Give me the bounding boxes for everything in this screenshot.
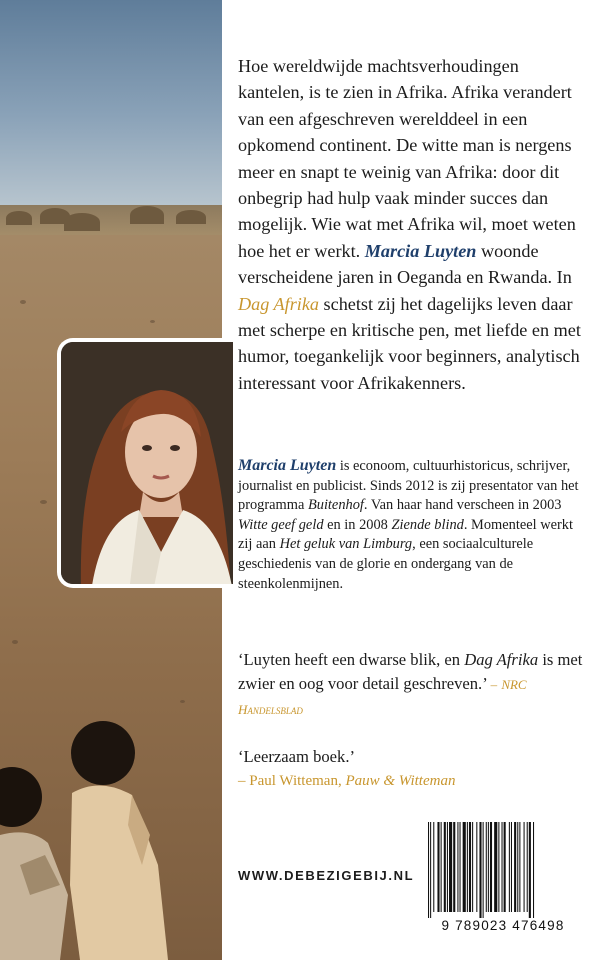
hut	[176, 210, 206, 224]
author-portrait-image	[61, 342, 233, 588]
author-portrait	[57, 338, 233, 588]
barcode-bar	[479, 822, 481, 918]
hut	[64, 213, 100, 231]
isbn-number: 9 789023 476498	[441, 918, 565, 933]
barcode-bar	[490, 822, 492, 912]
barcode-bar	[433, 822, 434, 912]
isbn-barcode	[424, 822, 582, 922]
bio-author-name: Marcia Luyten	[238, 457, 337, 474]
barcode-bar	[469, 822, 471, 912]
barcode-bar	[498, 822, 499, 912]
barcode-bar	[483, 822, 484, 918]
bio-text-3: en in 2008	[327, 516, 388, 533]
barcode-bar	[463, 822, 466, 912]
quote2-person: Paul Witteman,	[249, 773, 342, 789]
barcode-bar	[524, 822, 525, 912]
bio-book-3: Het geluk van Limburg	[279, 536, 413, 553]
blurb-intro: Hoe wereldwijde machtsverhoudingen kantelen, is te zien in Afrika. Afrika verandert van een afgeschreven werelddeel in een opkomend continent. De witte man is nergens meer en snapt te weinig van Afrika: door dit onbegrip had hulp vaak minder succes dan mogelijk. Wie wat met Afrika wil, moet weten hoe het er werkt.	[238, 56, 576, 261]
barcode-bar	[447, 822, 448, 912]
quote1-text-a: ‘Luyten heeft een dwarse blik, en	[238, 650, 461, 669]
barcode-bar	[472, 822, 473, 912]
publisher-url: WWW.DEBEZIGEBIJ.NL	[238, 868, 415, 883]
barcode-bar	[444, 822, 446, 912]
stone	[150, 320, 155, 323]
barcode-bar	[476, 822, 477, 912]
bio-text-4: . Momenteel werkt zij aan	[238, 516, 573, 553]
barcode-bar	[517, 822, 518, 912]
stone	[40, 500, 47, 504]
barcode-bar	[533, 822, 534, 918]
quote1-source: NRC Handelsblad	[238, 677, 527, 717]
barcode-bar	[453, 822, 455, 912]
quote1-dash: –	[490, 677, 498, 692]
blurb-paragraph	[238, 53, 583, 396]
blurb-middle: woonde verscheidene jaren in Oeganda en Rwanda. In	[238, 240, 572, 288]
bio-program: Buitenhof	[307, 497, 364, 514]
barcode-bars	[424, 822, 582, 918]
barcode-bar	[519, 822, 520, 912]
review-quote-1	[238, 648, 583, 722]
book-title: Dag Afrika	[238, 293, 319, 314]
barcode-bar	[527, 822, 528, 912]
barcode-bar	[437, 822, 439, 912]
bio-text-1: is econoom, cultuurhistoricus, schrijver, journalist en publicist. Sinds 2012 is zij presentator van het programma	[238, 458, 579, 514]
sky	[0, 0, 222, 210]
hut	[130, 206, 164, 224]
barcode-bar	[441, 822, 442, 912]
barcode-bar	[430, 822, 431, 918]
barcode-bar	[486, 822, 487, 912]
quote1-text-b: is met zwier en oog voor detail geschreven.’	[238, 650, 583, 693]
children-figures	[0, 715, 222, 960]
barcode-bar	[488, 822, 489, 912]
barcode-bar	[504, 822, 506, 912]
barcode-bar	[529, 822, 531, 918]
barcode-bar	[457, 822, 458, 912]
quote2-text: ‘Leerzaam boek.’	[238, 747, 355, 766]
bio-book-1: Witte geef geld	[238, 516, 324, 533]
bio-book-2: Ziende blind	[391, 516, 464, 533]
author-bio	[238, 456, 583, 594]
hut	[6, 211, 32, 225]
quote2-show: Pauw & Witteman	[345, 773, 456, 789]
author-name: Marcia Luyten	[364, 240, 477, 261]
barcode-bar	[509, 822, 510, 912]
blurb-end: schetst zij het dagelijks leven daar met scherpe en kritische pen, met liefde en met humor, toegankelijk voor beginners, analytisch interessant voor Afrikakenners.	[238, 293, 581, 393]
stone	[20, 300, 26, 304]
barcode-bar	[494, 822, 497, 912]
barcode-bar	[428, 822, 429, 918]
barcode-bar	[502, 822, 503, 912]
barcode-bar	[460, 822, 461, 912]
quote2-dash: –	[238, 773, 246, 789]
barcode-bar	[511, 822, 512, 912]
quote1-title: Dag Afrika	[464, 650, 539, 669]
stone	[12, 640, 18, 644]
bio-text-2: . Van haar hand verscheen in 2003	[363, 497, 562, 514]
barcode-bar	[467, 822, 468, 912]
barcode-bar	[449, 822, 452, 912]
stone	[180, 700, 185, 703]
review-quote-2	[238, 745, 583, 793]
bio-text-5: , een sociaalculturele geschiedenis van de glorie en ondergang van de steenkolenmijnen.	[238, 536, 534, 592]
barcode-bar	[514, 822, 516, 912]
